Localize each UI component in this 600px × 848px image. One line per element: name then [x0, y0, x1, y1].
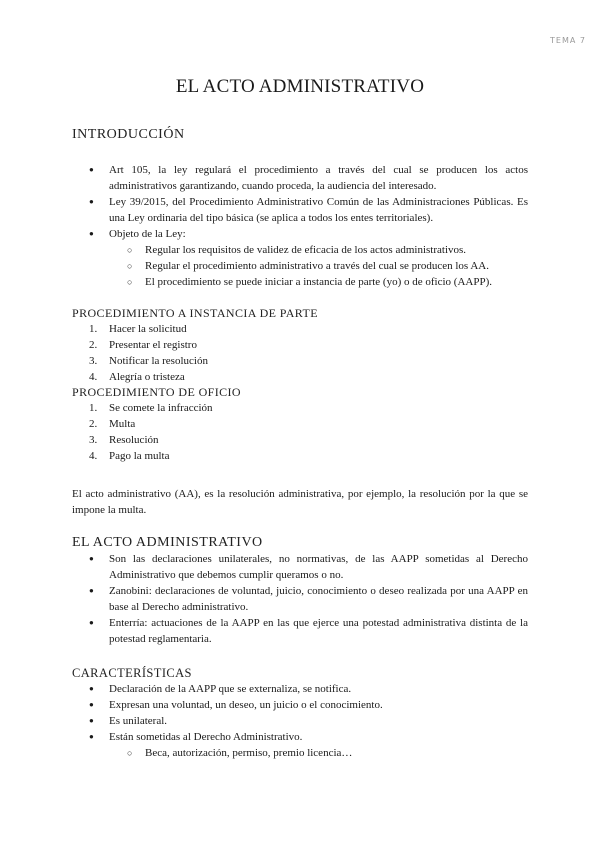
- sub-list-item: ○ Regular el procedimiento administrativo a través del cual se producen los AA.: [72, 258, 528, 274]
- sub-list-item: ○ Regular los requisitos de validez de eficacia de los actos administrativos.: [72, 242, 528, 258]
- list-item: ● Están sometidas al Derecho Administrativo.: [72, 729, 528, 745]
- section-parte: [72, 306, 528, 464]
- list-item: 1. Se comete la infracción: [89, 402, 213, 414]
- section-heading: EL ACTO ADMINISTRATIVO: [72, 535, 263, 550]
- sub-list-item: ○ Beca, autorización, permiso, premio licencia…: [72, 745, 528, 761]
- list-item: ● Zanobini: declaraciones de voluntad, juicio, conocimiento o deseo realizada por una AAPP en base al Derecho administrativo.: [72, 583, 528, 615]
- section-heading: PROCEDIMIENTO DE OFICIO: [72, 385, 241, 399]
- list-item: ● Declaración de la AAPP que se externaliza, se notifica.: [72, 681, 528, 697]
- list-item: ● Art 105, la ley regulará el procedimiento a través del cual se producen los actos administrativos garantizando, cuando proceda, la audiencia del interesado.: [72, 162, 528, 194]
- sub-list-item: ○ El procedimiento se puede iniciar a instancia de parte (yo) o de oficio (AAPP).: [72, 274, 528, 290]
- list-item: ● Expresan una voluntad, un deseo, un juicio o el conocimiento.: [72, 697, 528, 713]
- list-item: 3. Notificar la resolución: [89, 355, 208, 367]
- list-item: ● Es unilateral.: [72, 713, 528, 729]
- list-item: ● Ley 39/2015, del Procedimiento Administrativo Común de las Administraciones Públicas. Es una Ley ordinaria del tipo básica (se aplica a todos los entes territoriales).: [72, 194, 528, 226]
- list-item: 4. Pago la multa: [89, 450, 170, 462]
- list-item: 2. Presentar el registro: [89, 339, 197, 351]
- section-heading: INTRODUCCIÓN: [72, 127, 185, 142]
- list-item: 3. Resolución: [89, 434, 159, 446]
- list-item: 4. Alegría o tristeza: [89, 371, 185, 383]
- section-heading: CARACTERÍSTICAS: [72, 666, 192, 680]
- list-item: ● Objeto de la Ley:: [72, 226, 528, 242]
- list-item: ● Enterría: actuaciones de la AAPP en las que ejerce una potestad administrativa distinta de la potestad reglamentaria.: [72, 615, 528, 647]
- section-caracteristicas: [72, 666, 528, 761]
- tema-label: TEMA 7: [550, 36, 586, 45]
- list-item: 1. Hacer la solicitud: [89, 323, 187, 335]
- intro-list: [72, 162, 528, 290]
- list-item: ● Son las declaraciones unilaterales, no normativas, de las AAPP sometidas al Derecho Administrativo que debemos cumplir queramos o no.: [72, 551, 528, 583]
- list-item: 2. Multa: [89, 418, 136, 430]
- section-heading: PROCEDIMIENTO A INSTANCIA DE PARTE: [72, 306, 318, 320]
- section-introduccion: [72, 127, 528, 143]
- section-acto: [72, 535, 528, 647]
- page-title: EL ACTO ADMINISTRATIVO: [175, 76, 425, 97]
- definition-paragraph: El acto administrativo (AA), es la resolución administrativa, por ejemplo, la resolución por la que se impone la multa.: [72, 488, 528, 516]
